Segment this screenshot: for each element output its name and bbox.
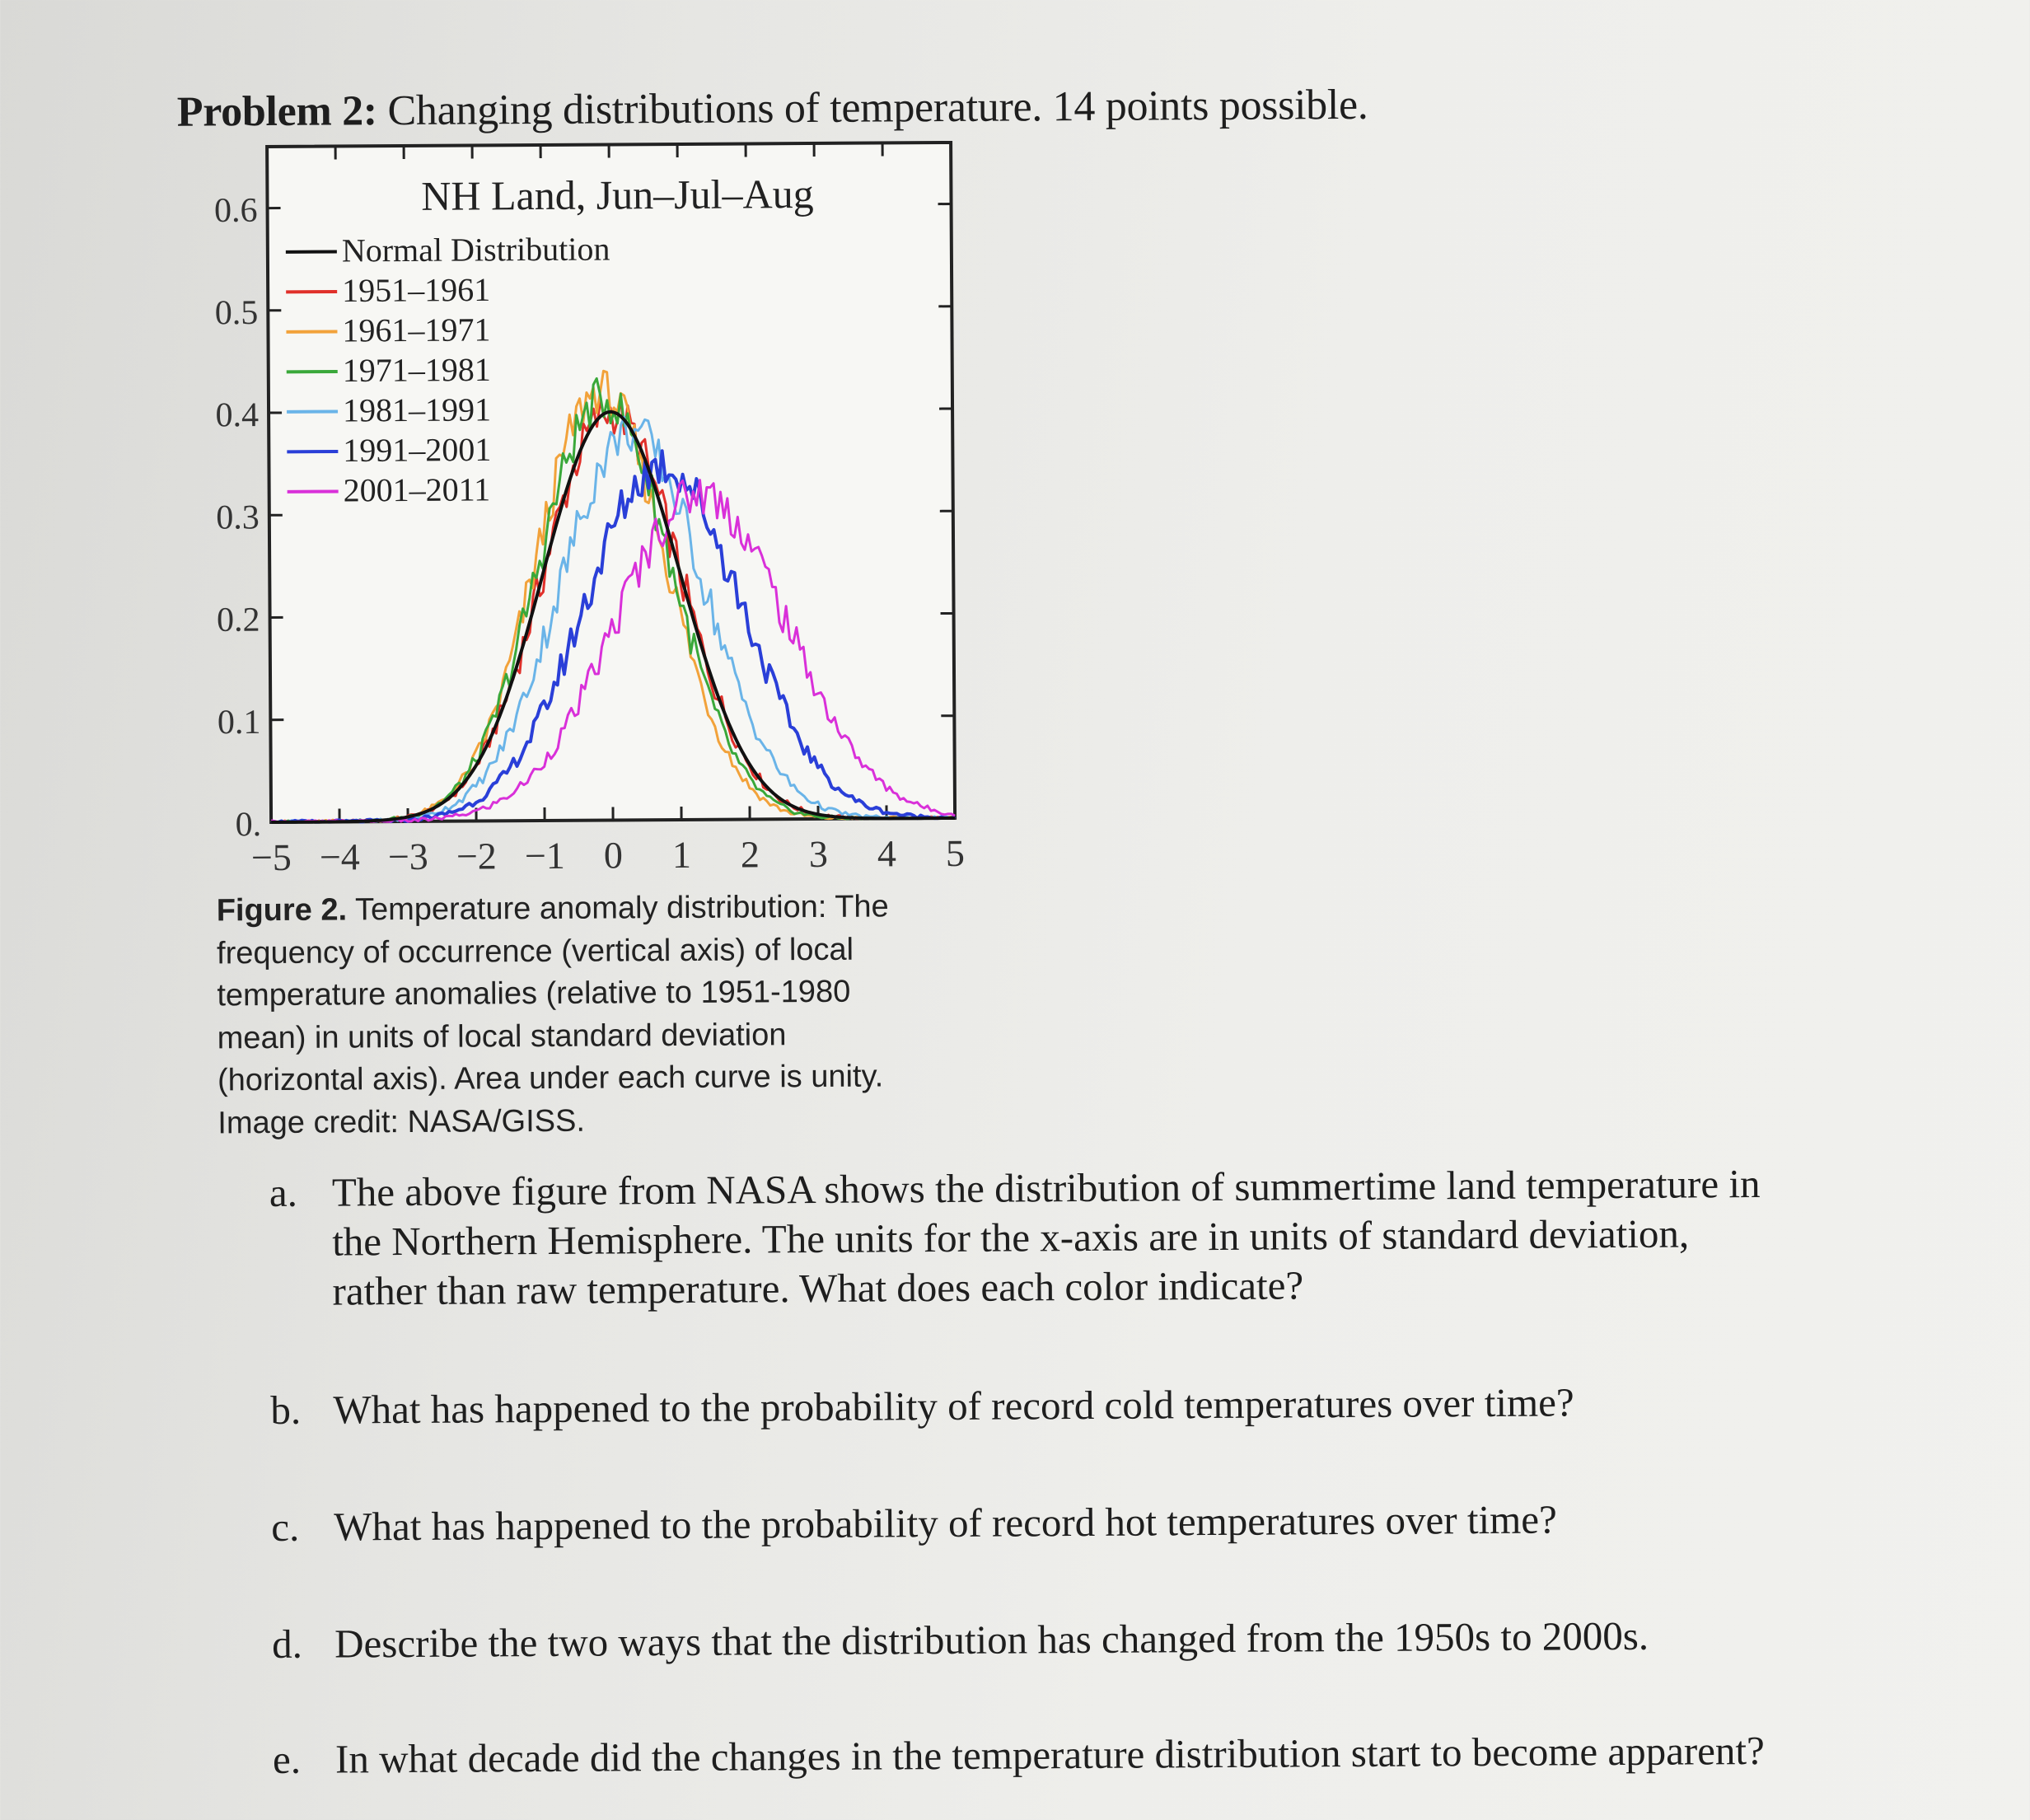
caption-line-5: (horizontal axis). Area under each curve is unity. — [217, 1059, 884, 1098]
question-a-letter: a. — [269, 1169, 298, 1216]
question-d-text: Describe the two ways that the distribution has changed from the 1950s to 2000s. — [334, 1612, 1649, 1667]
x-tick-label: −2 — [456, 835, 497, 877]
caption-line-6: Image credit: NASA/GISS. — [218, 1103, 586, 1141]
legend-label: 1961–1971 — [342, 311, 491, 349]
y-tick-label: 0.5 — [214, 293, 259, 333]
x-tick-label: 5 — [945, 831, 966, 875]
legend-label: 1951–1961 — [342, 270, 491, 309]
chart-title: NH Land, Jun–Jul–Aug — [421, 170, 814, 219]
y-tick-label: 0.4 — [215, 396, 260, 435]
question-a-line-1: The above figure from NASA shows the distribution of summertime land temperature in — [331, 1160, 1761, 1215]
caption-line-1-text: Temperature anomaly distribution: The — [347, 889, 889, 928]
y-tick-label: 0.1 — [217, 703, 261, 742]
caption-line-2: frequency of occurrence (vertical axis) of local — [216, 932, 854, 971]
y-tick-label: 0.3 — [216, 498, 260, 537]
x-tick-label: −5 — [250, 835, 292, 879]
y-tick-label: 0.2 — [216, 601, 260, 639]
x-tick-label: 3 — [808, 832, 829, 876]
x-tick-label: 4 — [877, 832, 897, 875]
question-d-letter: d. — [272, 1621, 303, 1668]
question-c-letter: c. — [271, 1504, 300, 1551]
question-e-text: In what decade did the changes in the temperature distribution start to become apparent? — [334, 1727, 1765, 1782]
problem-number: Problem 2: — [176, 87, 378, 136]
y-tick-label: 0.6 — [213, 191, 258, 230]
figure-caption — [217, 886, 960, 1145]
question-b-text: What has happened to the probability of record cold temperatures over time? — [333, 1379, 1574, 1433]
caption-label: Figure 2. — [216, 892, 348, 929]
legend-label: 1981–1991 — [342, 391, 492, 429]
question-c-text: What has happened to the probability of record hot temperatures over time? — [334, 1496, 1557, 1550]
question-a-line-2: the Northern Hemisphere. The units for the x-axis are in units of standard deviation, — [332, 1210, 1690, 1265]
caption-line-4: mean) in units of local standard deviation — [217, 1017, 787, 1056]
legend-label: Normal Distribution — [341, 230, 610, 269]
question-b-letter: b. — [270, 1387, 302, 1434]
problem-title: Changing distributions of temperature. 14 points possible. — [377, 81, 1368, 135]
caption-line-3: temperature anomalies (relative to 1951-1980 — [217, 974, 851, 1013]
x-tick-label: 0 — [603, 834, 624, 877]
question-e-letter: e. — [272, 1736, 302, 1783]
question-a-line-3: rather than raw temperature. What does each color indicate? — [332, 1262, 1304, 1314]
problem-heading — [177, 81, 1368, 137]
caption-line-1 — [217, 886, 958, 933]
x-tick-label: −4 — [319, 835, 360, 878]
x-tick-label: −1 — [524, 834, 565, 877]
legend-label: 1991–2001 — [343, 430, 492, 469]
x-tick-label: 2 — [740, 833, 760, 876]
legend-label: 2001–2011 — [343, 470, 491, 509]
x-tick-label: −3 — [387, 835, 428, 878]
legend-label: 1971–1981 — [342, 350, 491, 389]
y-tick-label: 0. — [235, 806, 262, 844]
x-tick-label: 1 — [671, 833, 692, 877]
temperature-distribution-chart — [189, 134, 985, 889]
